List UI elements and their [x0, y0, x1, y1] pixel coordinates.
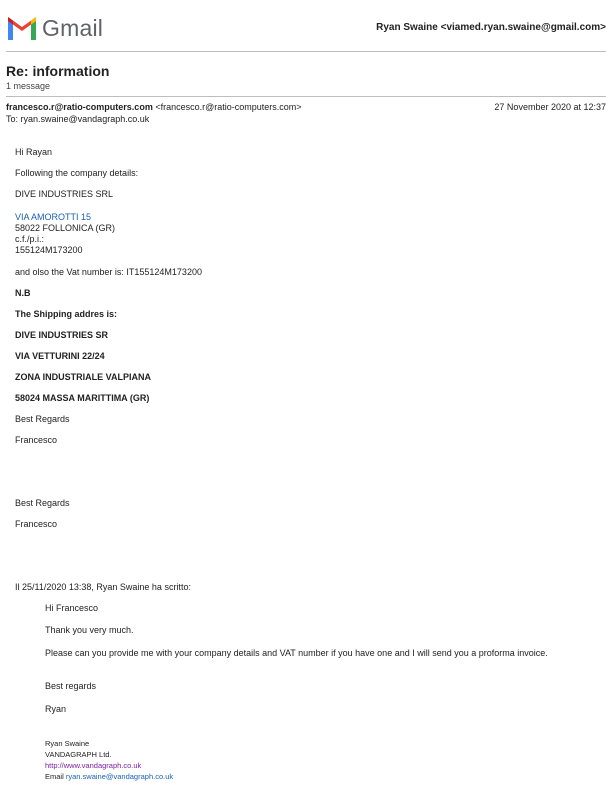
ship-zone: ZONA INDUSTRIALE VALPIANA: [15, 372, 151, 382]
ship-company: DIVE INDUSTRIES SR: [15, 330, 109, 340]
divider: [6, 96, 606, 97]
sender-signoff: Francesco: [15, 519, 58, 529]
gmail-m-icon: [6, 16, 38, 41]
sender-signoff: Francesco: [15, 435, 58, 445]
ship-street: VIA VETTURINI 22/24: [15, 351, 105, 361]
sender: [6, 102, 302, 112]
quote-attribution: Il 25/11/2020 13:38, Ryan Swaine ha scritto:: [15, 582, 191, 592]
signature-email-link[interactable]: ryan.swaine@vandagraph.co.uk: [65, 772, 174, 781]
quote-request: Please can you provide me with your company details and VAT number if you have one and I will send you a proforma invoice.: [45, 648, 548, 658]
signature-name: Ryan Swaine: [45, 739, 90, 748]
gmail-logo[interactable]: [6, 14, 106, 42]
cf-value: 155124M173200: [15, 245, 83, 255]
sender-name: francesco.r@ratio-computers.com: [6, 102, 153, 112]
vat-text: and olso the Vat number is: IT155124M173200: [15, 267, 202, 277]
quote-greeting: Hi Francesco: [45, 603, 99, 613]
regards-text: Best Regards: [15, 414, 70, 424]
thread-subject: Re: information: [6, 63, 110, 79]
signature-email-label: Email: [45, 772, 64, 781]
shipping-intro: The Shipping addres is:: [15, 309, 118, 319]
cf-label: c.f./p.i.:: [15, 234, 45, 244]
intro-text: Following the company details:: [15, 168, 139, 178]
nb-text: N.B: [15, 288, 31, 298]
city-text: 58022 FOLLONICA (GR): [15, 223, 116, 233]
greeting: Hi Rayan: [15, 147, 53, 157]
signature-website-link[interactable]: http://www.vandagraph.co.uk: [45, 761, 142, 770]
divider: [6, 51, 606, 52]
quote-name: Ryan: [45, 704, 67, 714]
message-count: 1 message: [6, 81, 51, 91]
quote-thanks: Thank you very much.: [45, 625, 134, 635]
street-link[interactable]: VIA AMOROTTI 15: [15, 212, 92, 222]
recipient: To: ryan.swaine@vandagraph.co.uk: [6, 114, 150, 124]
quote-regards: Best regards: [45, 681, 97, 691]
signature-company: VANDAGRAPH Ltd.: [45, 750, 112, 759]
sender-email: <francesco.r@ratio-computers.com>: [155, 102, 302, 112]
gmail-wordmark: Gmail: [42, 15, 104, 41]
company-name: DIVE INDUSTRIES SRL: [15, 189, 114, 199]
account-user: Ryan Swaine <viamed.ryan.swaine@gmail.com>: [376, 22, 606, 33]
signature-email: [45, 772, 173, 781]
regards-text: Best Regards: [15, 498, 70, 508]
message-date: 27 November 2020 at 12:37: [494, 102, 606, 112]
ship-city: 58024 MASSA MARITTIMA (GR): [15, 393, 150, 403]
